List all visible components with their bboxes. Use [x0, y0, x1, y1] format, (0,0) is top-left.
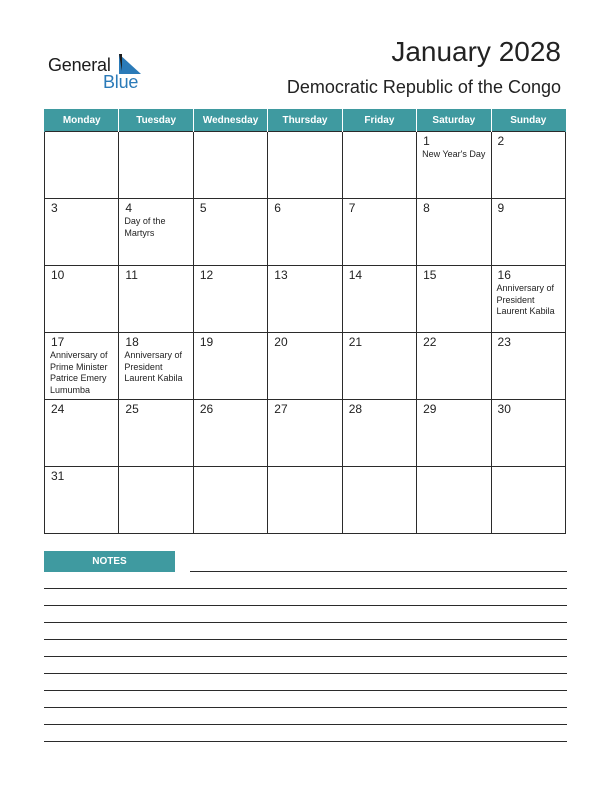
note-line — [44, 588, 567, 589]
note-line — [44, 639, 567, 640]
calendar-day-cell — [417, 132, 491, 199]
day-number: 31 — [51, 469, 65, 483]
calendar-week-row — [45, 199, 566, 266]
calendar-day-cell — [491, 199, 565, 266]
calendar-week-row — [45, 266, 566, 333]
calendar-day-cell — [491, 400, 565, 467]
note-line — [44, 690, 567, 691]
day-number: 27 — [274, 402, 288, 416]
calendar-day-cell — [417, 467, 491, 534]
calendar-day-cell — [45, 199, 119, 266]
day-number: 4 — [125, 201, 133, 215]
note-line — [44, 656, 567, 657]
day-number: 11 — [125, 268, 138, 282]
holiday-label: New Year's Day — [422, 149, 486, 159]
calendar-day-cell — [193, 333, 267, 400]
day-number: 18 — [125, 335, 139, 349]
holiday-label: Anniversary of President Laurent Kabila — [124, 350, 183, 383]
calendar-day-cell — [342, 467, 416, 534]
calendar-day-cell — [268, 266, 342, 333]
calendar-day-cell — [193, 132, 267, 199]
weekday-header: Wednesday — [193, 109, 267, 132]
calendar-day-cell — [119, 199, 193, 266]
calendar-week-row — [45, 467, 566, 534]
day-number: 15 — [423, 268, 437, 282]
calendar-day-cell — [268, 199, 342, 266]
day-number: 3 — [51, 201, 58, 215]
calendar-day-cell — [342, 132, 416, 199]
weekday-header: Monday — [45, 109, 119, 132]
calendar-day-cell — [268, 333, 342, 400]
calendar-title: January 2028 — [391, 36, 561, 67]
note-line — [44, 605, 567, 606]
day-number: 10 — [51, 268, 65, 282]
calendar-day-cell — [268, 132, 342, 199]
calendar-day-cell — [119, 132, 193, 199]
weekday-header-row — [45, 109, 566, 132]
calendar-week-row — [45, 333, 566, 400]
logo-flag-icon — [119, 54, 141, 74]
calendar-day-cell — [268, 467, 342, 534]
day-number: 20 — [274, 335, 288, 349]
weekday-header: Tuesday — [119, 109, 193, 132]
calendar-body — [45, 132, 566, 534]
calendar-day-cell — [119, 266, 193, 333]
weekday-header: Saturday — [417, 109, 491, 132]
day-number: 24 — [51, 402, 65, 416]
calendar-day-cell — [45, 333, 119, 400]
day-number: 23 — [497, 335, 511, 349]
logo-text-blue: Blue — [103, 72, 139, 92]
day-number: 12 — [199, 268, 214, 282]
note-line — [44, 724, 567, 725]
day-number: 5 — [199, 201, 207, 215]
day-number: 22 — [423, 335, 437, 349]
calendar-day-cell — [342, 266, 416, 333]
day-number: 8 — [423, 201, 430, 215]
calendar-day-cell — [193, 199, 267, 266]
day-number: 17 — [51, 335, 65, 349]
calendar-day-cell — [119, 333, 193, 400]
calendar-day-cell — [491, 467, 565, 534]
day-number: 1 — [423, 134, 430, 148]
day-number: 6 — [274, 201, 281, 215]
calendar-day-cell — [119, 467, 193, 534]
calendar-day-cell — [193, 266, 267, 333]
calendar-day-cell — [342, 400, 416, 467]
calendar-day-cell — [342, 199, 416, 266]
note-line — [44, 741, 567, 742]
note-line — [44, 707, 567, 708]
day-number: 28 — [348, 402, 363, 416]
weekday-header: Sunday — [491, 109, 565, 132]
day-number: 29 — [423, 402, 437, 416]
country-subtitle: Democratic Republic of the Congo — [286, 77, 561, 97]
weekday-header: Thursday — [268, 109, 342, 132]
calendar-week-row — [45, 400, 566, 467]
calendar-day-cell — [119, 400, 193, 467]
calendar-day-cell — [417, 333, 491, 400]
logo — [48, 53, 148, 93]
day-number: 9 — [497, 201, 505, 215]
note-line — [44, 673, 567, 674]
day-number: 2 — [497, 134, 505, 148]
calendar-day-cell — [491, 132, 565, 199]
calendar-day-cell — [193, 400, 267, 467]
notes-label: NOTES — [44, 551, 175, 572]
holiday-label: Anniversary of President Laurent Kabila — [496, 283, 555, 316]
day-number: 26 — [199, 402, 214, 416]
calendar-day-cell — [45, 132, 119, 199]
day-number: 25 — [125, 402, 139, 416]
day-number: 14 — [348, 268, 363, 282]
day-number: 30 — [497, 402, 511, 416]
calendar-day-cell — [268, 400, 342, 467]
calendar-day-cell — [491, 333, 565, 400]
calendar-grid — [44, 109, 566, 534]
day-number: 21 — [348, 335, 363, 349]
calendar-day-cell — [45, 400, 119, 467]
calendar-day-cell — [45, 467, 119, 534]
day-number: 19 — [199, 335, 214, 349]
calendar-day-cell — [193, 467, 267, 534]
calendar-day-cell — [45, 266, 119, 333]
day-number: 16 — [497, 268, 511, 282]
calendar-day-cell — [417, 266, 491, 333]
holiday-label: Anniversary of Prime Minister Patrice Emery Lumumba — [50, 350, 108, 395]
holiday-label: Day of the Martyrs — [124, 216, 166, 238]
calendar-week-row — [45, 132, 566, 199]
calendar-day-cell — [417, 199, 491, 266]
calendar-day-cell — [491, 266, 565, 333]
calendar-day-cell — [342, 333, 416, 400]
day-number: 13 — [274, 268, 288, 282]
weekday-header: Friday — [342, 109, 416, 132]
note-line — [190, 571, 567, 572]
logo-text-general: General — [48, 55, 111, 75]
calendar-day-cell — [417, 400, 491, 467]
day-number: 7 — [348, 201, 356, 215]
note-line — [44, 622, 567, 623]
